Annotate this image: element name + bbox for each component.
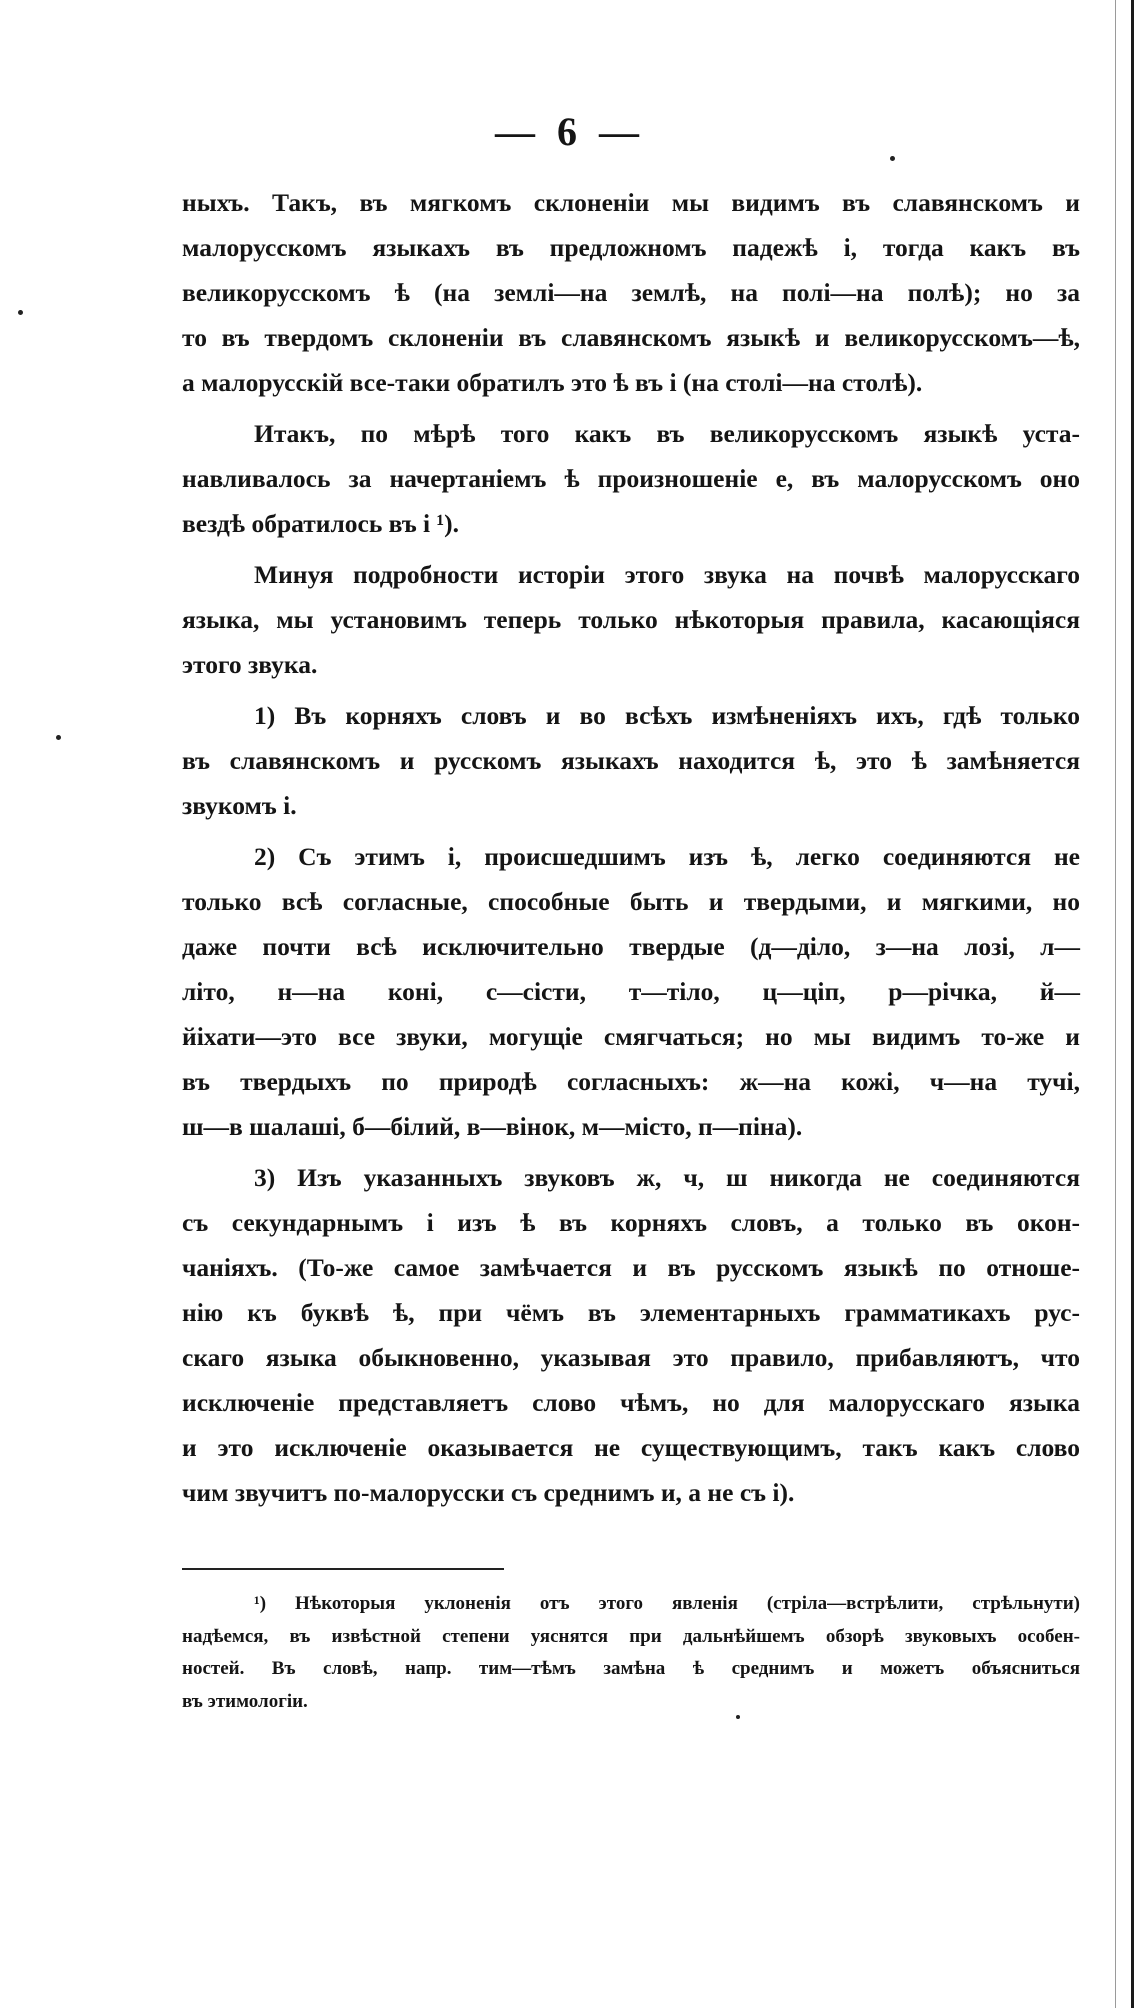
text-line: великорусскомъ ѣ (на землі—на землѣ, на полі—на полѣ); но за [182,278,1080,307]
text-line: чим звучитъ по-малорусски съ среднимъ и, а не съ і). [182,1478,795,1507]
text-line: йіхати—это все звуки, могущіе смягчаться; но мы видимъ то-же и [182,1022,1080,1051]
text-line: скаго языка обыкновенно, указывая это правило, прибавляютъ, что [182,1343,1080,1372]
scan-speck [56,735,61,740]
footnote-line: ¹) Нѣкоторыя уклоненія отъ этого явленія (стріла—встрѣлити, стрѣльнути) [254,1593,1080,1614]
text-line: 2) Съ этимъ і, происшедшимъ изъ ѣ, легко соединяются не [254,842,1080,871]
text-line: 3) Изъ указанныхъ звуковъ ж, ч, ш никогда не соединяются [254,1163,1080,1192]
text-line: звукомъ і. [182,791,297,820]
text-line: чаніяхъ. (То-же самое замѣчается и въ русскомъ языкѣ по отноше- [182,1253,1080,1282]
footnote-line: въ этимологіи. [182,1690,308,1712]
text-line: ныхъ. Такъ, въ мягкомъ склоненіи мы видимъ въ славянскомъ и [182,188,1080,217]
text-line: вездѣ обратилось въ і ¹). [182,509,460,538]
text-line: языка, мы установимъ теперь только нѣкоторыя правила, касающіяся [182,605,1080,634]
scan-speck [736,1715,740,1719]
text-line: ш—в шалаші, б—білий, в—вінок, м—місто, п—піна). [182,1112,803,1141]
text-line: навливалось за начертаніемъ ѣ произношеніе е, въ малорусскомъ оно [182,464,1080,493]
text-line: то въ твердомъ склоненіи въ славянскомъ языкѣ и великорусскомъ—ѣ, [182,323,1080,352]
scan-speck [890,156,895,161]
footnote-line: надѣемся, въ извѣстной степени уяснятся при дальнѣйшемъ обзорѣ звуковыхъ особен- [182,1625,1080,1647]
footnote-line: ностей. Въ словѣ, напр. тим—тѣмъ замѣна ѣ среднимъ и можетъ объясниться [182,1658,1080,1679]
text-line: 1) Въ корняхъ словъ и во всѣхъ измѣненіяхъ ихъ, гдѣ только [254,701,1080,730]
text-line: исключеніе представляетъ слово чѣмъ, но для малорусскаго языка [182,1388,1080,1417]
page-number: — 6 — [495,109,645,154]
text-line: малорусскомъ языкахъ въ предложномъ падежѣ і, тогда какъ въ [182,233,1080,262]
text-line: въ твердыхъ по природѣ согласныхъ: ж—на кожі, ч—на тучі, [182,1067,1080,1096]
text-line: этого звука. [182,650,318,679]
page-edge [1131,0,1134,2008]
text-line: съ секундарнымъ і изъ ѣ въ корняхъ словъ, а только въ окон- [182,1208,1080,1237]
text-line: а малорусскій все-таки обратилъ это ѣ въ і (на столі—на столѣ). [182,368,923,397]
text-line: въ славянскомъ и русскомъ языкахъ находится ѣ, это ѣ замѣняется [182,746,1080,775]
main-text [182,180,1080,1515]
text-line: и это исключеніе оказывается не существующимъ, такъ какъ слово [182,1433,1080,1462]
text-line: только всѣ согласные, способные быть и твердыми, и мягкими, но [182,887,1080,916]
footnote-rule [182,1568,504,1570]
text-line: даже почти всѣ исключительно твердые (д—діло, з—на лозі, л— [182,932,1080,961]
text-line: літо, н—на коні, с—сісти, т—тіло, ц—ціп, р—річка, й— [182,977,1080,1006]
footnote [182,1588,1080,1718]
scan-speck [18,310,23,315]
page-edge-shadow [1115,0,1116,2008]
text-line: Минуя подробности исторіи этого звука на почвѣ малорусскаго [254,560,1080,589]
text-line: нію къ буквѣ ѣ, при чёмъ въ элементарныхъ грамматикахъ рус- [182,1298,1080,1327]
text-line: Итакъ, по мѣрѣ того какъ въ великорусскомъ языкѣ уста- [254,419,1080,448]
